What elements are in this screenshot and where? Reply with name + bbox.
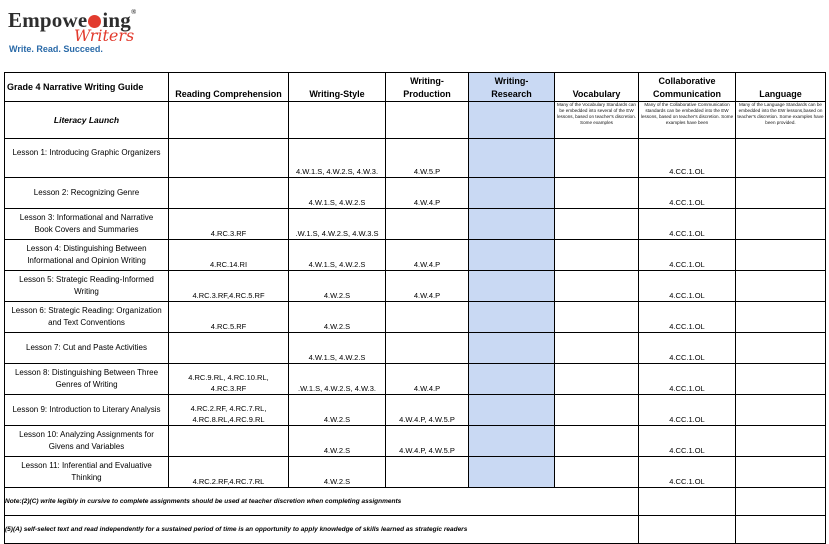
lesson-name: Lesson 7: Cut and Paste Activities xyxy=(5,333,169,364)
writing-research-cell xyxy=(469,271,555,302)
reading-comprehension-cell: 4.RC.3.RF,4.RC.5.RF xyxy=(169,271,289,302)
collaborative-communication-cell: 4.CC.1.OL xyxy=(639,271,736,302)
collaborative-communication-cell: 4.CC.1.OL xyxy=(639,333,736,364)
lesson-row xyxy=(5,457,826,488)
language-cell xyxy=(736,139,826,178)
writing-research-cell xyxy=(469,333,555,364)
writing-guide-table xyxy=(4,72,826,544)
lesson-name: Lesson 8: Distinguishing Between Three Genres of Writing xyxy=(5,364,169,395)
language-cell xyxy=(736,395,826,426)
empowering-writers-logo xyxy=(8,8,158,56)
writing-style-cell: .W.1.S, 4.W.2.S, 4.W.3.S xyxy=(289,209,386,240)
writing-style-cell: .W.1.S, 4.W.2.S, 4.W.3. xyxy=(289,364,386,395)
col-writing-production: Writing- Production xyxy=(386,73,469,102)
vocabulary-cell xyxy=(555,209,639,240)
reading-comprehension-cell xyxy=(169,178,289,209)
note-cursive: Note:(2)(C) write legibly in cursive to complete assignments should be used at teacher discretion when completing assignments xyxy=(5,488,639,516)
writing-research-cell xyxy=(469,395,555,426)
lesson-name: Lesson 2: Recognizing Genre xyxy=(5,178,169,209)
writing-research-cell xyxy=(469,426,555,457)
language-cell xyxy=(736,457,826,488)
language-cell xyxy=(736,271,826,302)
table-title: Grade 4 Narrative Writing Guide xyxy=(5,73,169,102)
writing-research-cell xyxy=(469,240,555,271)
lesson-name: Lesson 6: Strategic Reading: Organization and Text Conventions xyxy=(5,302,169,333)
collaborative-communication-cell: 4.CC.1.OL xyxy=(639,457,736,488)
note-self-select: (5)(A) self-select text and read independently for a sustained period of time is an opportunity to apply knowledge of skills learned as strategic readers xyxy=(5,516,639,544)
col-vocabulary: Vocabulary xyxy=(555,73,639,102)
lesson-name: Lesson 1: Introducing Graphic Organizers xyxy=(5,139,169,178)
logo-brand: Empowe ing® xyxy=(8,8,137,32)
reading-comprehension-cell xyxy=(169,139,289,178)
note-row-1 xyxy=(5,488,826,516)
language-cell xyxy=(736,364,826,395)
literacy-launch-row xyxy=(5,102,826,139)
writing-style-cell: 4.W.2.S xyxy=(289,395,386,426)
vocabulary-cell xyxy=(555,271,639,302)
collaborative-communication-cell: 4.CC.1.OL xyxy=(639,178,736,209)
writing-research-cell xyxy=(469,209,555,240)
writing-production-cell: 4.W.4.P xyxy=(386,178,469,209)
lesson-row xyxy=(5,209,826,240)
collaborative-communication-cell: 4.CC.1.OL xyxy=(639,139,736,178)
lesson-name: Lesson 5: Strategic Reading-Informed Writing xyxy=(5,271,169,302)
lesson-name: Lesson 10: Analyzing Assignments for Givens and Variables xyxy=(5,426,169,457)
lesson-row xyxy=(5,426,826,457)
col-collaborative-communication: Collaborative Communication xyxy=(639,73,736,102)
lesson-name: Lesson 4: Distinguishing Between Informational and Opinion Writing xyxy=(5,240,169,271)
writing-style-cell: 4.W.1.S, 4.W.2.S, 4.W.3. xyxy=(289,139,386,178)
reading-comprehension-cell xyxy=(169,426,289,457)
reading-comprehension-cell xyxy=(169,333,289,364)
note-row-2 xyxy=(5,516,826,544)
writing-production-cell: 4.W.5.P xyxy=(386,139,469,178)
lesson-row xyxy=(5,240,826,271)
language-cell xyxy=(736,209,826,240)
writing-production-cell: 4.W.4.P xyxy=(386,271,469,302)
lesson-name: Lesson 9: Introduction to Literary Analysis xyxy=(5,395,169,426)
language-cell xyxy=(736,178,826,209)
collaborative-communication-cell: 4.CC.1.OL xyxy=(639,395,736,426)
collaborative-note: Many of the Collaborative Communication standards can be embedded into the EW lessons, based on teacher's discretion. Some examples have been xyxy=(639,102,736,139)
logo-script: Writers xyxy=(74,26,135,45)
writing-research-cell xyxy=(469,139,555,178)
language-note: Many of the Language Standards can be embedded into the EW lessons,based on teacher's discretion. Some examples have been provided. xyxy=(736,102,826,139)
header-row xyxy=(5,73,826,102)
collaborative-communication-cell: 4.CC.1.OL xyxy=(639,364,736,395)
writing-style-cell: 4.W.1.S, 4.W.2.S xyxy=(289,240,386,271)
collaborative-communication-cell: 4.CC.1.OL xyxy=(639,302,736,333)
reading-comprehension-cell: 4.RC.14.RI xyxy=(169,240,289,271)
reading-comprehension-cell: 4.RC.5.RF xyxy=(169,302,289,333)
vocabulary-cell xyxy=(555,139,639,178)
vocabulary-cell xyxy=(555,426,639,457)
writing-production-cell: 4.W.4.P xyxy=(386,364,469,395)
language-cell xyxy=(736,240,826,271)
writing-production-cell xyxy=(386,457,469,488)
lesson-row xyxy=(5,271,826,302)
writing-research-cell xyxy=(469,457,555,488)
writing-style-cell: 4.W.2.S xyxy=(289,271,386,302)
writing-production-cell xyxy=(386,333,469,364)
reading-comprehension-cell: 4.RC.2.RF,4.RC.7.RL xyxy=(169,457,289,488)
writing-style-cell: 4.W.2.S xyxy=(289,457,386,488)
col-reading-comprehension: Reading Comprehension xyxy=(169,73,289,102)
vocabulary-cell xyxy=(555,240,639,271)
vocabulary-cell xyxy=(555,333,639,364)
lesson-row xyxy=(5,302,826,333)
writing-research-cell xyxy=(469,178,555,209)
lesson-row xyxy=(5,139,826,178)
literacy-launch-label: Literacy Launch xyxy=(5,102,169,139)
vocabulary-cell xyxy=(555,178,639,209)
lesson-name: Lesson 3: Informational and Narrative Book Covers and Summaries xyxy=(5,209,169,240)
reading-comprehension-cell: 4.RC.3.RF xyxy=(169,209,289,240)
vocabulary-cell xyxy=(555,395,639,426)
lesson-name: Lesson 11: Inferential and Evaluative Thinking xyxy=(5,457,169,488)
logo-tagline: Write. Read. Succeed. xyxy=(9,44,103,54)
reading-comprehension-cell: 4.RC.9.RL, 4.RC.10.RL, 4.RC.3.RF xyxy=(169,364,289,395)
vocabulary-cell xyxy=(555,302,639,333)
language-cell xyxy=(736,426,826,457)
language-cell xyxy=(736,333,826,364)
language-cell xyxy=(736,302,826,333)
writing-production-cell xyxy=(386,302,469,333)
writing-production-cell xyxy=(386,209,469,240)
writing-style-cell: 4.W.1.S, 4.W.2.S xyxy=(289,178,386,209)
lesson-row xyxy=(5,178,826,209)
writing-style-cell: 4.W.2.S xyxy=(289,426,386,457)
col-language: Language xyxy=(736,73,826,102)
lesson-row xyxy=(5,364,826,395)
writing-research-cell xyxy=(469,302,555,333)
col-writing-research: Writing- Research xyxy=(469,73,555,102)
reading-comprehension-cell: 4.RC.2.RF, 4.RC.7.RL, 4.RC.8.RL,4.RC.9.RL xyxy=(169,395,289,426)
writing-production-cell: 4.W.4.P, 4.W.5.P xyxy=(386,426,469,457)
writing-production-cell: 4.W.4.P xyxy=(386,240,469,271)
writing-style-cell: 4.W.2.S xyxy=(289,302,386,333)
collaborative-communication-cell: 4.CC.1.OL xyxy=(639,240,736,271)
writing-style-cell: 4.W.1.S, 4.W.2.S xyxy=(289,333,386,364)
collaborative-communication-cell: 4.CC.1.OL xyxy=(639,209,736,240)
writing-production-cell: 4.W.4.P, 4.W.5.P xyxy=(386,395,469,426)
writing-research-cell xyxy=(469,364,555,395)
vocabulary-cell xyxy=(555,364,639,395)
vocabulary-cell xyxy=(555,457,639,488)
vocabulary-note: Many of the Vocabulary Standards can be embedded into several of the EW lessons, based on teacher's discretion. Some examples xyxy=(555,102,639,139)
collaborative-communication-cell: 4.CC.1.OL xyxy=(639,426,736,457)
lesson-row xyxy=(5,395,826,426)
lesson-row xyxy=(5,333,826,364)
col-writing-style: Writing-Style xyxy=(289,73,386,102)
